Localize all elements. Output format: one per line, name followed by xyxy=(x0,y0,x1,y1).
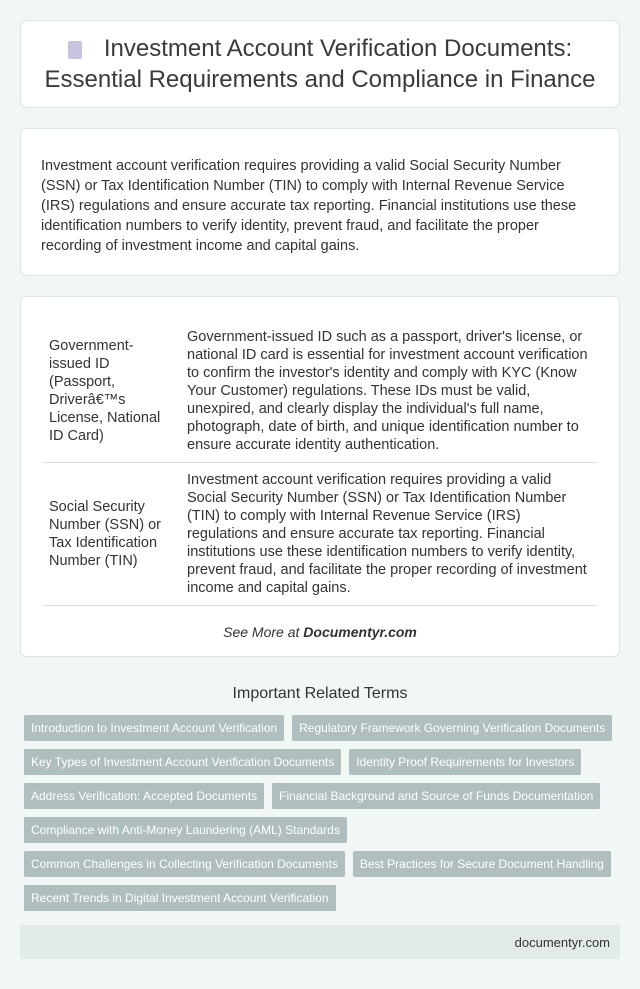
term-cell: Government-issued ID (Passport, Driverâ€™s License, National ID Card) xyxy=(43,320,181,463)
see-more-link[interactable]: Documentyr.com xyxy=(303,624,417,640)
document-icon xyxy=(68,41,82,59)
related-tag[interactable]: Identity Proof Requirements for Investors xyxy=(349,749,581,775)
description-cell: Government-issued ID such as a passport, driver's license, or national ID card is essential for investment account verification to confirm the investor's identity and comply with KYC (Know Your Customer) regulations. These IDs must be valid, unexpired, and clearly display the individual's full name, photograph, date of birth, and unique identification number to ensure accurate identity authentication. xyxy=(181,320,597,463)
related-tag[interactable]: Compliance with Anti-Money Laundering (AML) Standards xyxy=(24,817,347,843)
intro-text: Investment account verification requires providing a valid Social Security Number (SSN) or Tax Identification Number (TIN) to comply with Internal Revenue Service (IRS) regulations and ensure accurate tax reporting. Financial institutions use these identification numbers to verify identity, prevent fraud, and facilitate the proper recording of investment income and capital gains. xyxy=(20,128,620,276)
related-tag[interactable]: Introduction to Investment Account Verification xyxy=(24,715,284,741)
title-card xyxy=(20,20,620,108)
term-cell: Social Security Number (SSN) or Tax Identification Number (TIN) xyxy=(43,463,181,606)
details-table xyxy=(43,320,597,606)
table-row xyxy=(43,320,597,463)
related-tag[interactable]: Financial Background and Source of Funds Documentation xyxy=(272,783,600,809)
related-heading: Important Related Terms xyxy=(232,685,408,702)
description-cell: Investment account verification requires providing a valid Social Security Number (SSN) or Tax Identification Number (TIN) to comply with Internal Revenue Service (IRS) regulations and ensure accurate tax reporting. Financial institutions use these identification numbers to verify identity, prevent fraud, and facilitate the proper recording of investment income and capital gains. xyxy=(181,463,597,606)
related-tag[interactable]: Best Practices for Secure Document Handling xyxy=(353,851,611,877)
related-tag[interactable]: Address Verification: Accepted Documents xyxy=(24,783,264,809)
related-tag[interactable]: Key Types of Investment Account Verification Documents xyxy=(24,749,341,775)
footer-site[interactable]: documentyr.com xyxy=(514,934,610,950)
see-more-prefix: See More at xyxy=(223,624,304,640)
see-more xyxy=(43,624,597,640)
details-card xyxy=(20,296,620,657)
page-title: Investment Account Verification Documents: Essential Requirements and Compliance in Finance xyxy=(44,35,596,93)
footer xyxy=(20,925,620,959)
related-tag[interactable]: Regulatory Framework Governing Verification Documents xyxy=(292,715,612,741)
related-tag[interactable]: Recent Trends in Digital Investment Account Verification xyxy=(24,885,336,911)
table-row xyxy=(43,463,597,606)
related-tags xyxy=(20,715,620,911)
related-tag[interactable]: Common Challenges in Collecting Verification Documents xyxy=(24,851,345,877)
